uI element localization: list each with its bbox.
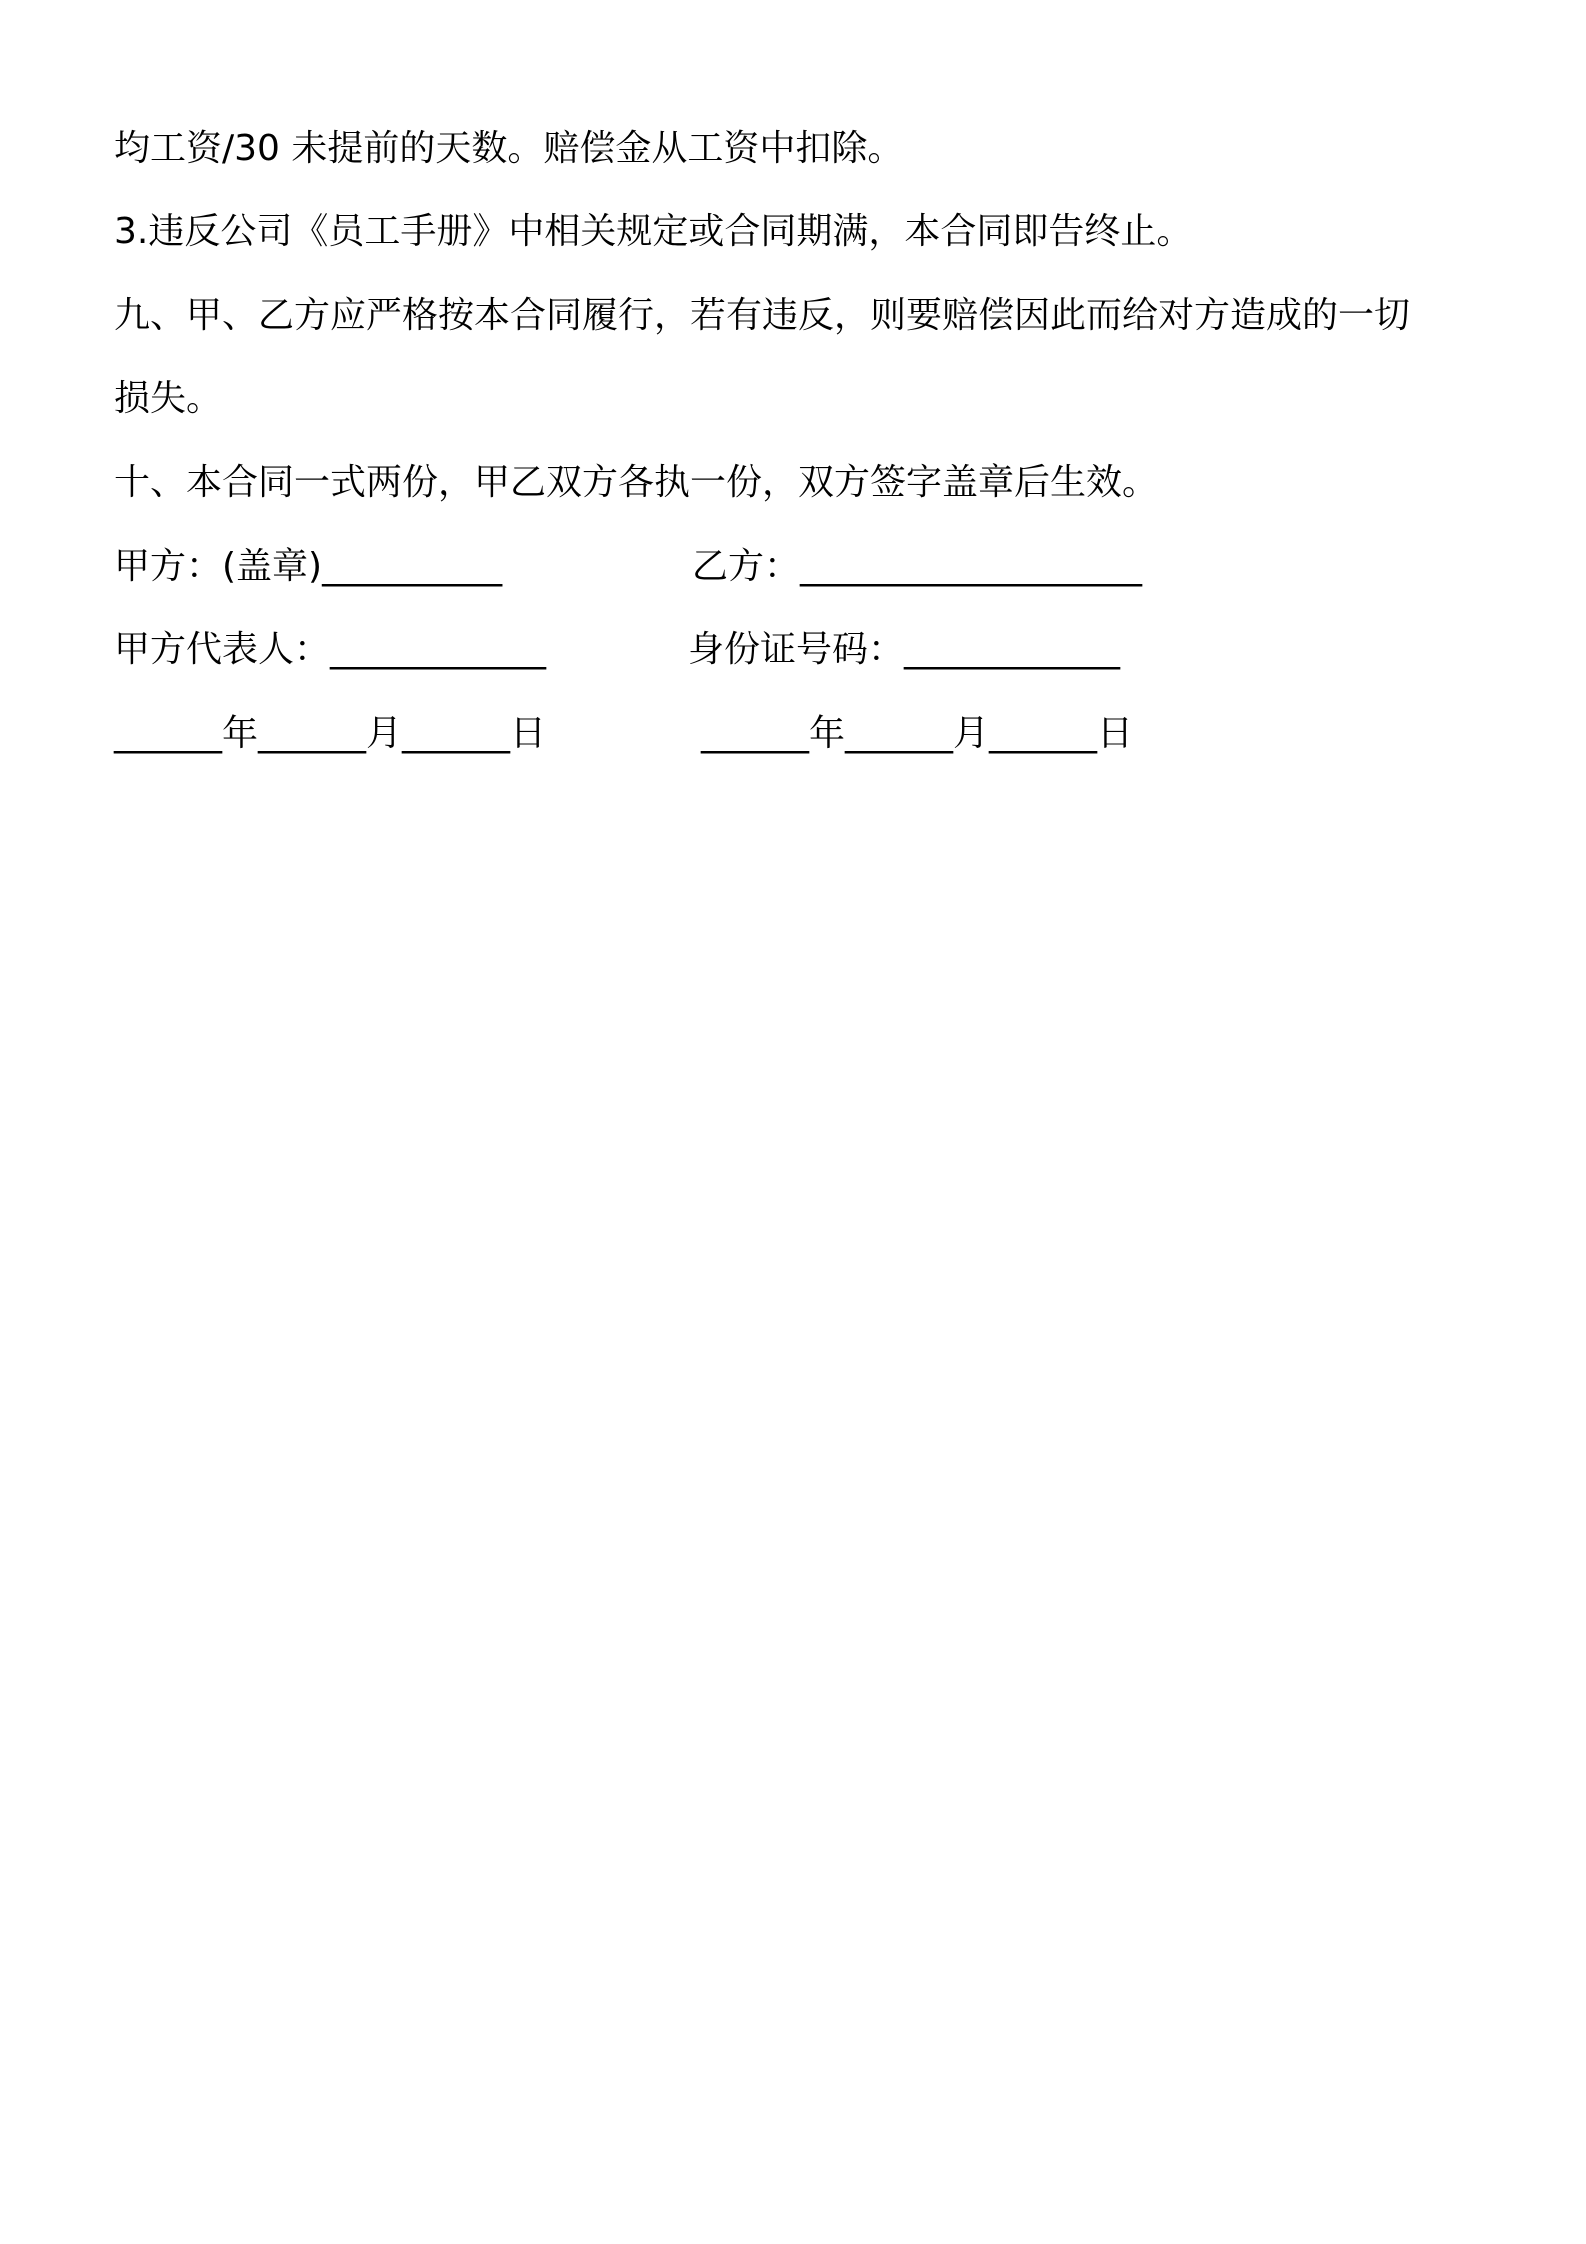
paragraph-termination-clause: 3.违反公司《员工手册》中相关规定或合同期满，本合同即告终止。 xyxy=(114,211,1193,252)
signature-row-dates xyxy=(114,710,1214,758)
paragraph-nine-line-1: 九、甲、乙方应严格按本合同履行，若有违反，则要赔偿因此而给对方造成的一切 xyxy=(114,295,1411,336)
paragraph-nine-line-2: 损失。 xyxy=(114,378,223,419)
paragraph-ten: 十、本合同一式两份，甲乙双方各执一份，双方签字盖章后生效。 xyxy=(114,462,1159,503)
paragraph-salary-deduction: 均工资/30 未提前的天数。赔偿金从工资中扣除。 xyxy=(114,128,904,169)
party-a-representative-field: 甲方代表人：____________ xyxy=(114,629,547,670)
signature-row-parties xyxy=(114,543,1214,591)
id-number-field: 身份证号码：____________ xyxy=(688,629,1121,670)
signature-row-representative xyxy=(114,626,1214,674)
party-a-date-field: ______年______月______日 xyxy=(114,713,546,754)
party-a-seal-field: 甲方：(盖章)__________ xyxy=(114,546,503,587)
party-b-date-field: ______年______月______日 xyxy=(701,713,1133,754)
party-b-field: 乙方：___________________ xyxy=(692,546,1143,587)
